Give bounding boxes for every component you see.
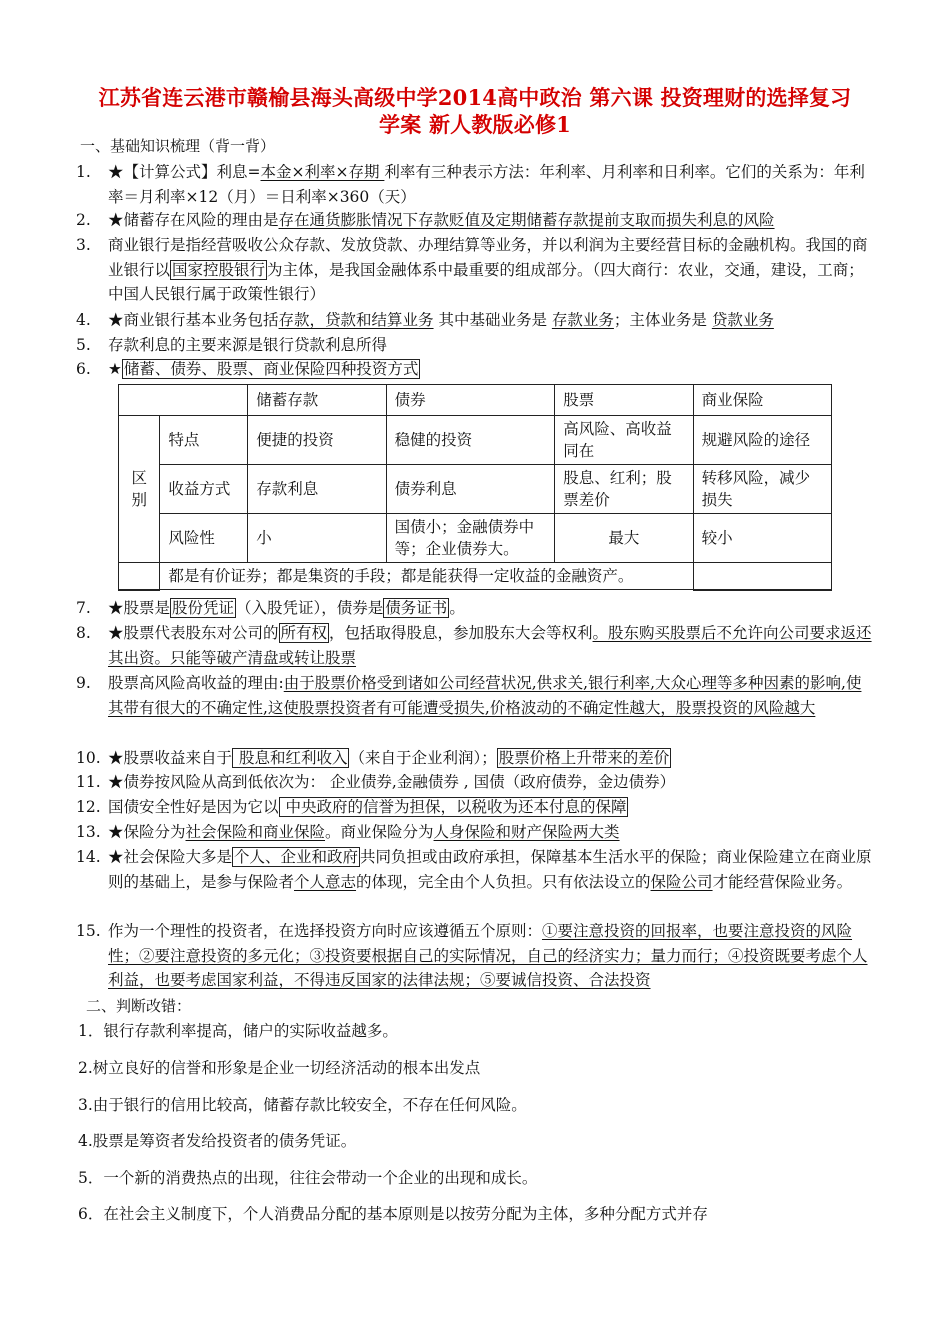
table-row-label: 特点 [160,416,248,465]
list-item-9: 9. 股票高风险高收益的理由:由于股票价格受到诸如公司经营状况,供求关,银行利率,大众心理等多种因素的影响,使其带有很大的不确定性,这使股票投资者有可能遭受损失,价格波动的不确定性越大，股票投资的风险越大 [76,674,862,717]
list-item-7: 7. ★股票是 股份凭证 （入股凭证），债券是 债务证书 。 [76,599,465,617]
list-item-14: 14. ★社会保险大多是 个人、企业和政府 共同负担或由政府承担，保障基本生活水平的保险；商业保险建立在商业原则的基础上，是参与保险者个人意志的体现，完全由个人负担。只有依法设立的保险公司才能经营保险业务。 [76,848,872,891]
table-cell: 规避风险的途径 [693,416,831,465]
judge-item: 2.树立良好的信誉和形象是企业一切经济活动的根本出发点 [78,1059,481,1077]
table-cell: 最大 [555,514,693,563]
title-line-2: 学案 新人教版必修1 [379,112,571,137]
table-header-cell: 债券 [386,385,555,416]
table-cell: 转移风险，减少损失 [693,465,831,514]
judge-item: 1．银行存款利率提高，储户的实际收益越多。 [78,1022,398,1040]
list-item-4: 4. ★商业银行基本业务包括存款，贷款和结算业务 其中基础业务是 存款业务；主体业务是 贷款业务 [76,311,774,329]
list-item-15: 15. 作为一个理性的投资者，在选择投资方向时应该遵循五个原则：①要注意投资的回报率，也要注意投资的风险性；②要注意投资的多元化；③投资要根据自己的实际情况，自己的经济实力；量力而行；④投资既要考虑个人利益，也要考虑国家利益，不得违反国家的法律法规；⑤要诚信投资、合法投资 [76,922,868,989]
table-cell: 稳健的投资 [386,416,555,465]
list-item-2: 2. ★储蓄存在风险的理由是存在通货膨胀情况下存款贬值及定期储蓄存款提前支取而损失利息的风险 [76,211,775,229]
table-cell: 高风险、高收益同在 [555,416,693,465]
list-item-8: 8. ★股票代表股东对公司的 所有权 ，包括取得股息，参加股东大会等权利。股东购买股票后不允许向公司要求返还其出资。只能等破产清盘或转让股票 [76,624,872,667]
table-header-row [119,385,832,416]
table-cell: 较小 [693,514,831,563]
table-cell: 便捷的投资 [248,416,386,465]
title-line-1: 江苏省连云港市赣榆县海头高级中学2014高中政治 第六课 投资理财的选择复习 [98,85,852,110]
judge-item: 4.股票是筹资者发给投资者的债务凭证。 [78,1132,357,1150]
list-item-10: 10. ★股票收益来自于 股息和红利收入 （来自于企业利润）； 股票价格上升带来的差价 [76,749,670,767]
table-common-row [119,563,832,590]
table-cell: 存款利息 [248,465,386,514]
table-common-cell: 都是有价证券；都是集资的手段；都是能获得一定收益的金融资产。 [160,563,693,590]
table-row-label: 收益方式 [160,465,248,514]
list-item-1: 1. ★【计算公式】利息=本金×利率×存期 利率有三种表示方法：年利率、月利率和日利率。它们的关系为：年利率＝月利率×12（月）＝日利率×360（天） [76,163,865,206]
table-row [119,416,832,465]
table-header-cell: 商业保险 [693,385,831,416]
list-item-13: 13. ★保险分为社会保险和商业保险。商业保险分为人身保险和财产保险两大类 [76,823,620,841]
table-header-cell: 股票 [555,385,693,416]
table-empty-cell [119,563,160,590]
list-item-12: 12. 国债安全性好是因为它以 中央政府的信誉为担保，以税收为还本付息的保障 [76,798,627,816]
table-row-label: 风险性 [160,514,248,563]
table-cell: 小 [248,514,386,563]
table-side-label: 区别 [119,416,160,563]
judge-item: 3.由于银行的信用比较高，储蓄存款比较安全，不存在任何风险。 [78,1096,527,1114]
document-title [60,84,890,138]
table-empty-cell [693,563,831,590]
judge-item: 5．一个新的消费热点的出现，往往会带动一个企业的出现和成长。 [78,1169,538,1187]
table-cell: 股息、红利；股票差价 [555,465,693,514]
table-header-cell: 储蓄存款 [248,385,386,416]
section-1-heading: 一、基础知识梳理（背一背） [80,137,276,155]
table-corner-cell [119,385,248,416]
table-row [119,465,832,514]
section-2-heading: 二、判断改错： [86,997,192,1015]
judge-item: 6．在社会主义制度下，个人消费品分配的基本原则是以按劳分配为主体，多种分配方式并存 [78,1205,708,1223]
investment-comparison-table [118,384,832,591]
table-row [119,514,832,563]
table-cell: 债券利息 [386,465,555,514]
table-cell: 国债小；金融债券中等；企业债券大。 [386,514,555,563]
list-item-11: 11. ★债券按风险从高到低依次为： 企业债券,金融债券 , 国债（政府债券，金边债券） [76,773,676,791]
list-item-6: 6. ★ 储蓄、债券、股票、商业保险四种投资方式 [76,360,419,378]
list-item-3: 3. 商业银行是指经营吸收公众存款、发放贷款、办理结算等业务，并以利润为主要经营目标的金融机构。我国的商业银行以 国家控股银行 为主体，是我国金融体系中最重要的组成部分。（四大商行：农业，交通，建设，工商；中国人民银行属于政策性银行） [76,236,868,303]
list-item-5: 5. 存款利息的主要来源是银行贷款利息所得 [76,336,388,354]
